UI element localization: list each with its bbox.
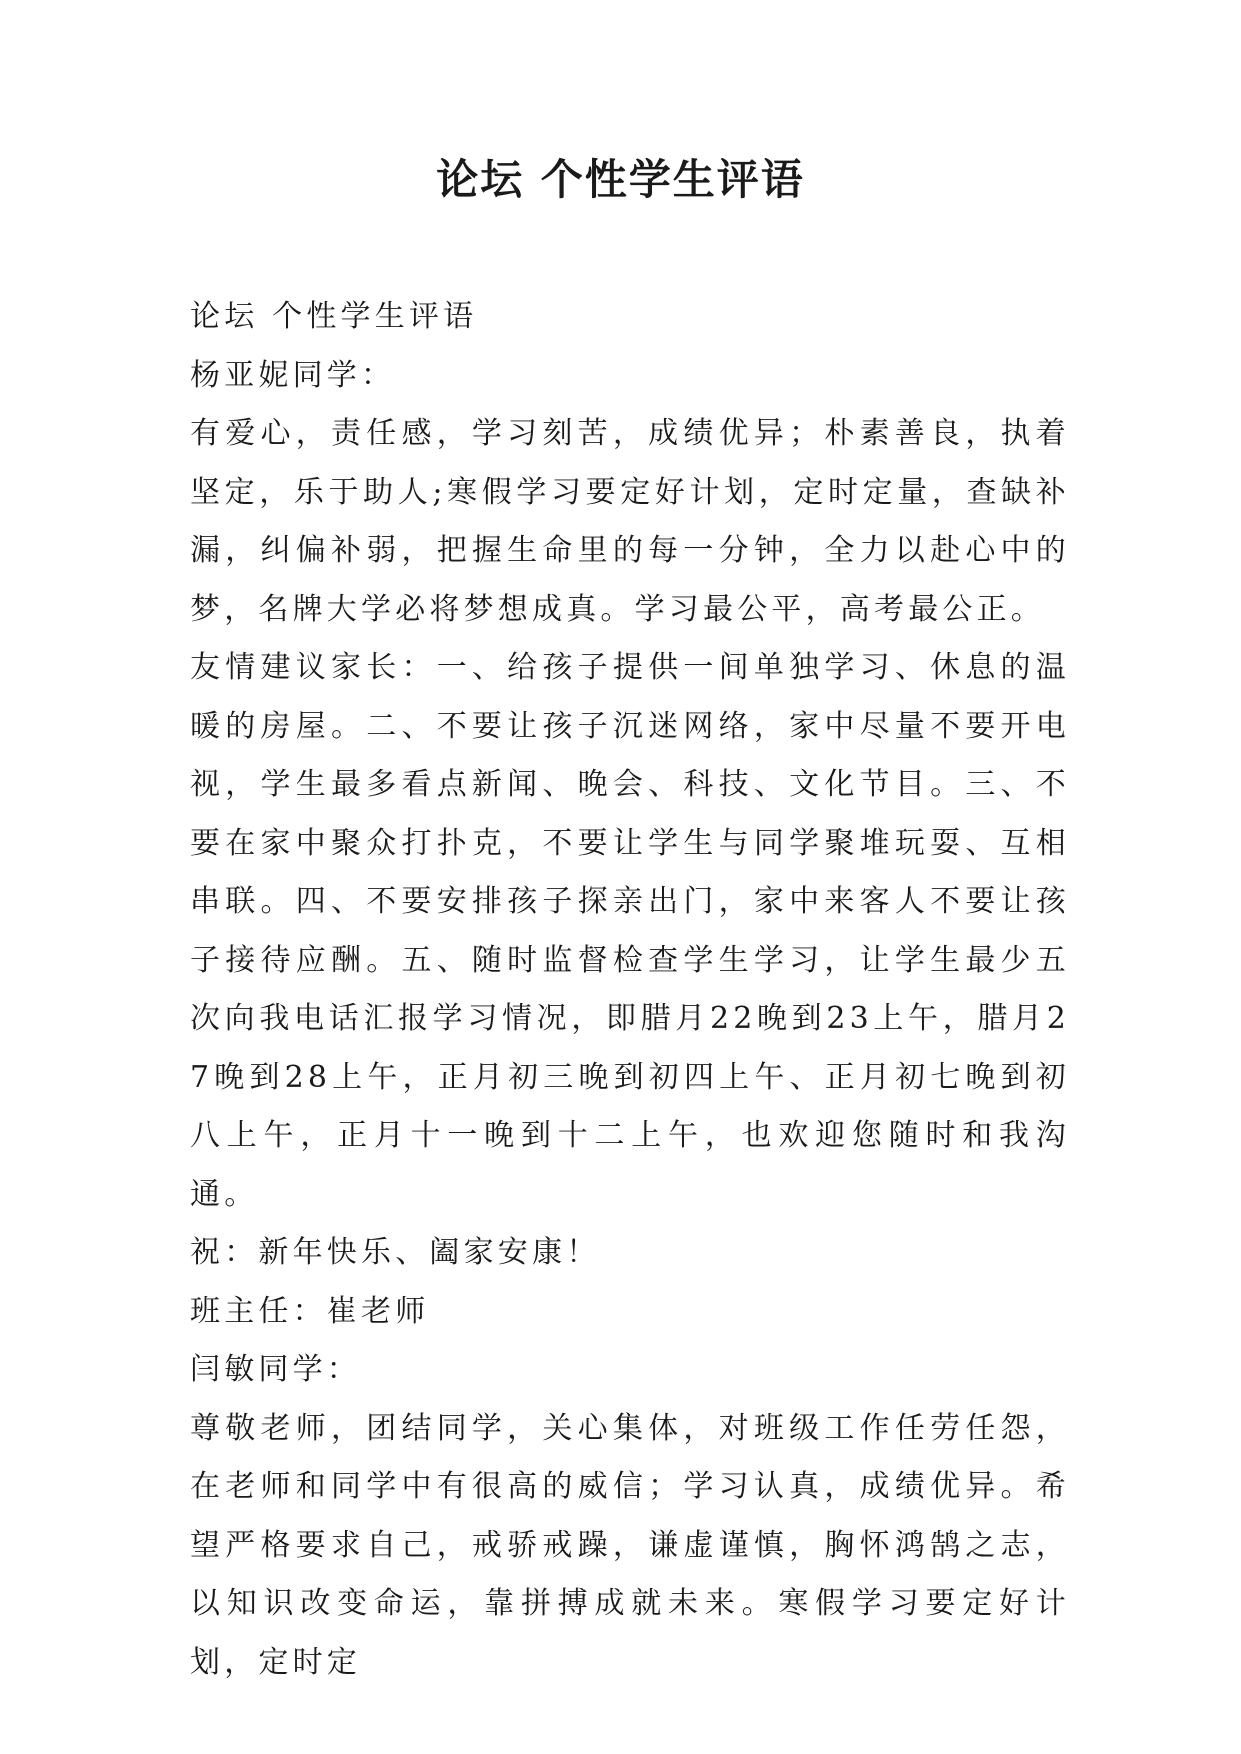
teacher-signature-line: 班主任：崔老师 — [190, 1293, 430, 1329]
comment-paragraph-yan: 尊敬老师，团结同学，关心集体，对班级工作任劳任怨，在老师和同学中有很高的威信；学习认真，成绩优异。希望严格要求自己，戒骄戒躁，谦虚谨慎，胸怀鸿鹄之志，以知识改变命运，靠拼搏成就未来。寒假学习要定好计划，定时定 — [190, 1410, 1070, 1680]
subtitle-line: 论坛 个性学生评语 — [190, 299, 478, 334]
student-name-yan: 闫敏同学： — [190, 1352, 361, 1387]
document-body — [190, 288, 1070, 1692]
greeting-line: 祝：新年快乐、阖家安康！ — [190, 1235, 601, 1270]
student-name-yang: 杨亚妮同学： — [190, 357, 396, 393]
document-title: 论坛 个性学生评语 — [436, 155, 805, 204]
comment-paragraph-yang: 有爱心，责任感，学习刻苦，成绩优异；朴素善良，执着坚定，乐于助人;寒假学习要定好计划，定时定量，查缺补漏，纠偏补弱，把握生命里的每一分钟，全力以赴心中的梦，名牌大学必将梦想成真。学习最公平，高考最公正。 — [190, 416, 1070, 627]
parent-advice-paragraph: 友情建议家长：一、给孩子提供一间单独学习、休息的温暖的房屋。二、不要让孩子沉迷网络，家中尽量不要开电视，学生最多看点新闻、晚会、科技、文化节目。三、不要在家中聚众打扑克，不要让学生与同学聚堆玩耍、互相串联。四、不要安排孩子探亲出门，家中来客人不要让孩子接待应酬。五、随时监督检查学生学习，让学生最少五次向我电话汇报学习情况，即腊月22晚到23上午，腊月27晚到28上午，正月初三晚到初四上午、正月初七晚到初八上午，正月十一晚到十二上午，也欢迎您随时和我沟通。 — [190, 650, 1070, 1212]
